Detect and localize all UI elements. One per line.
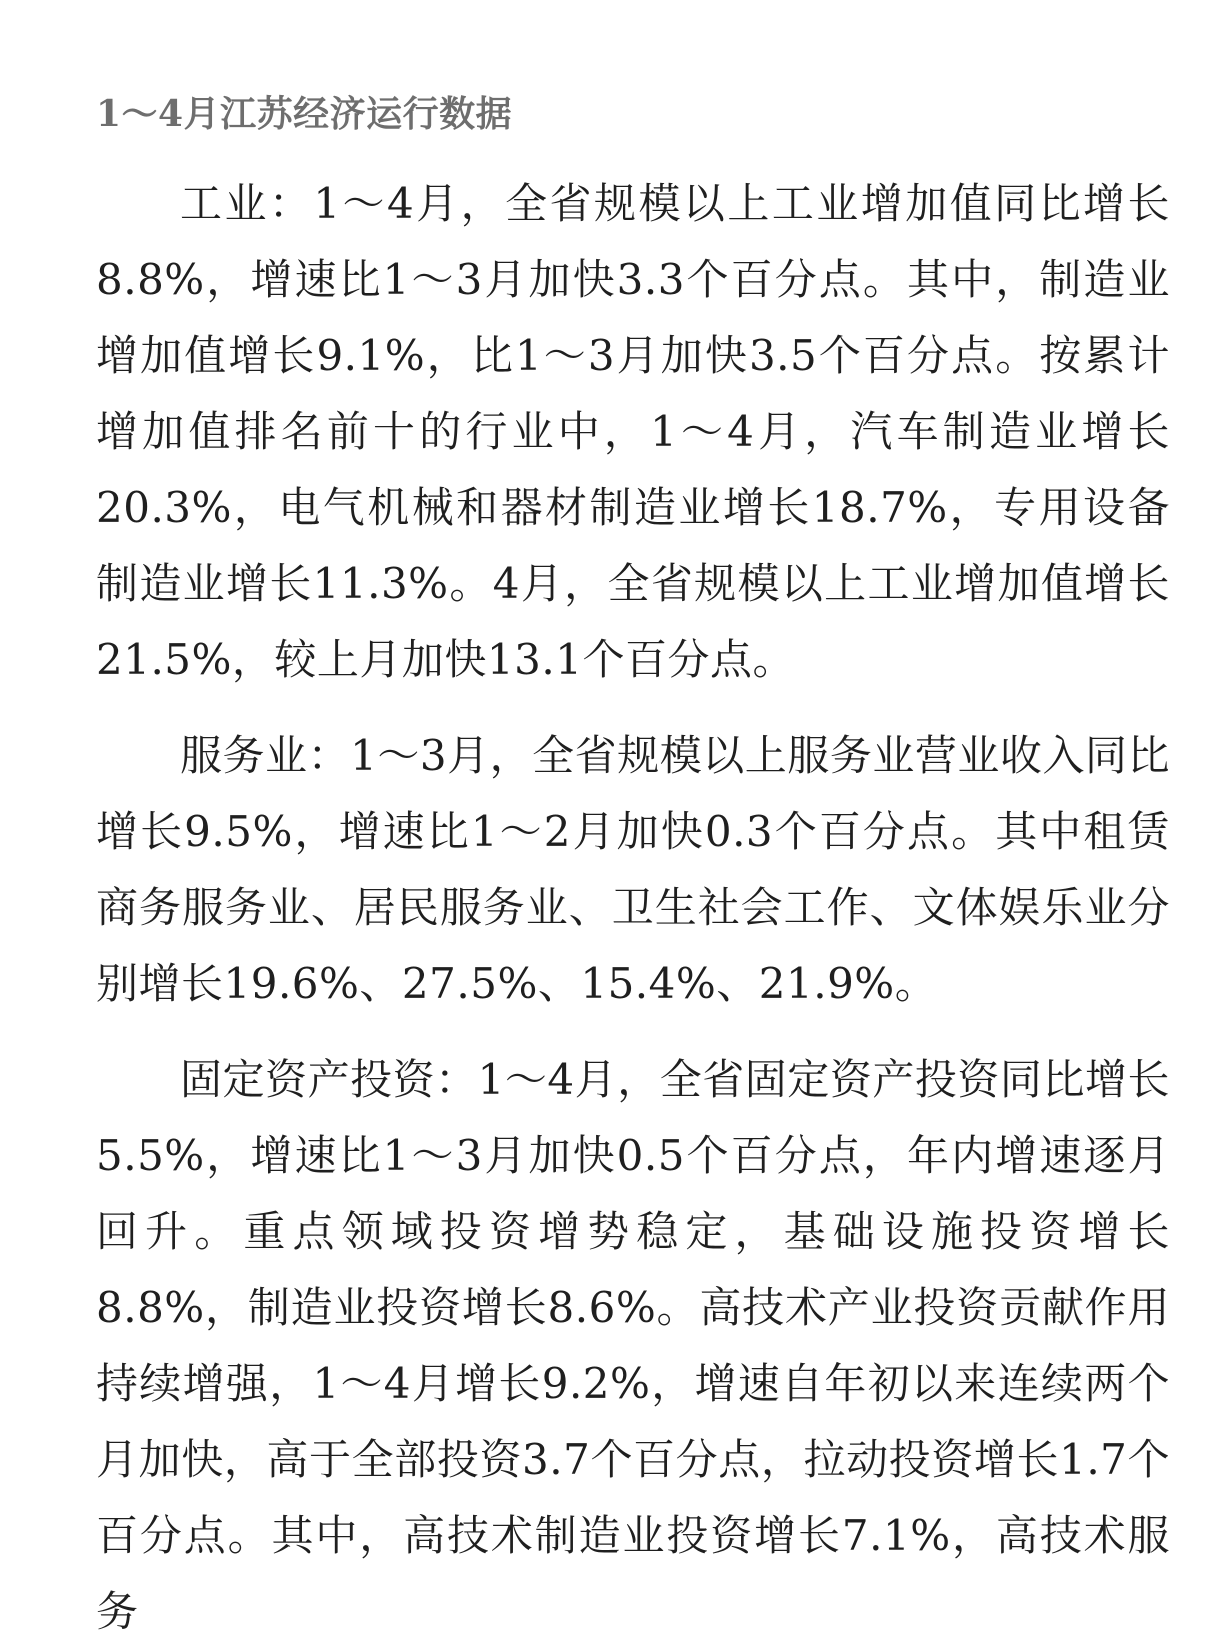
- paragraph-investment: 固定资产投资：1～4月，全省固定资产投资同比增长5.5%，增速比1～3月加快0.5个百分点，年内增速逐月回升。重点领域投资增势稳定，基础设施投资增长8.8%，制造业投资增长8.6%。高技术产业投资贡献作用持续增强，1～4月增长9.2%，增速自年初以来连续两个月加快，高于全部投资3.7个百分点，拉动投资增长1.7个百分点。其中，高技术制造业投资增长7.1%，高技术服务: [96, 1055, 1170, 1636]
- document-title: 1～4月江苏经济运行数据: [96, 93, 513, 135]
- paragraph-services: 服务业：1～3月，全省规模以上服务业营业收入同比增长9.5%，增速比1～2月加快0.3个百分点。其中租赁商务服务业、居民服务业、卫生社会工作、文体娱乐业分别增长19.6%、27.5%、15.4%、21.9%。: [96, 731, 1170, 1008]
- paragraph-industry: 工业：1～4月，全省规模以上工业增加值同比增长8.8%，增速比1～3月加快3.3个百分点。其中，制造业增加值增长9.1%，比1～3月加快3.5个百分点。按累计增加值排名前十的行业中，1～4月，汽车制造业增长20.3%，电气机械和器材制造业增长18.7%，专用设备制造业增长11.3%。4月，全省规模以上工业增加值增长21.5%，较上月加快13.1个百分点。: [96, 179, 1170, 684]
